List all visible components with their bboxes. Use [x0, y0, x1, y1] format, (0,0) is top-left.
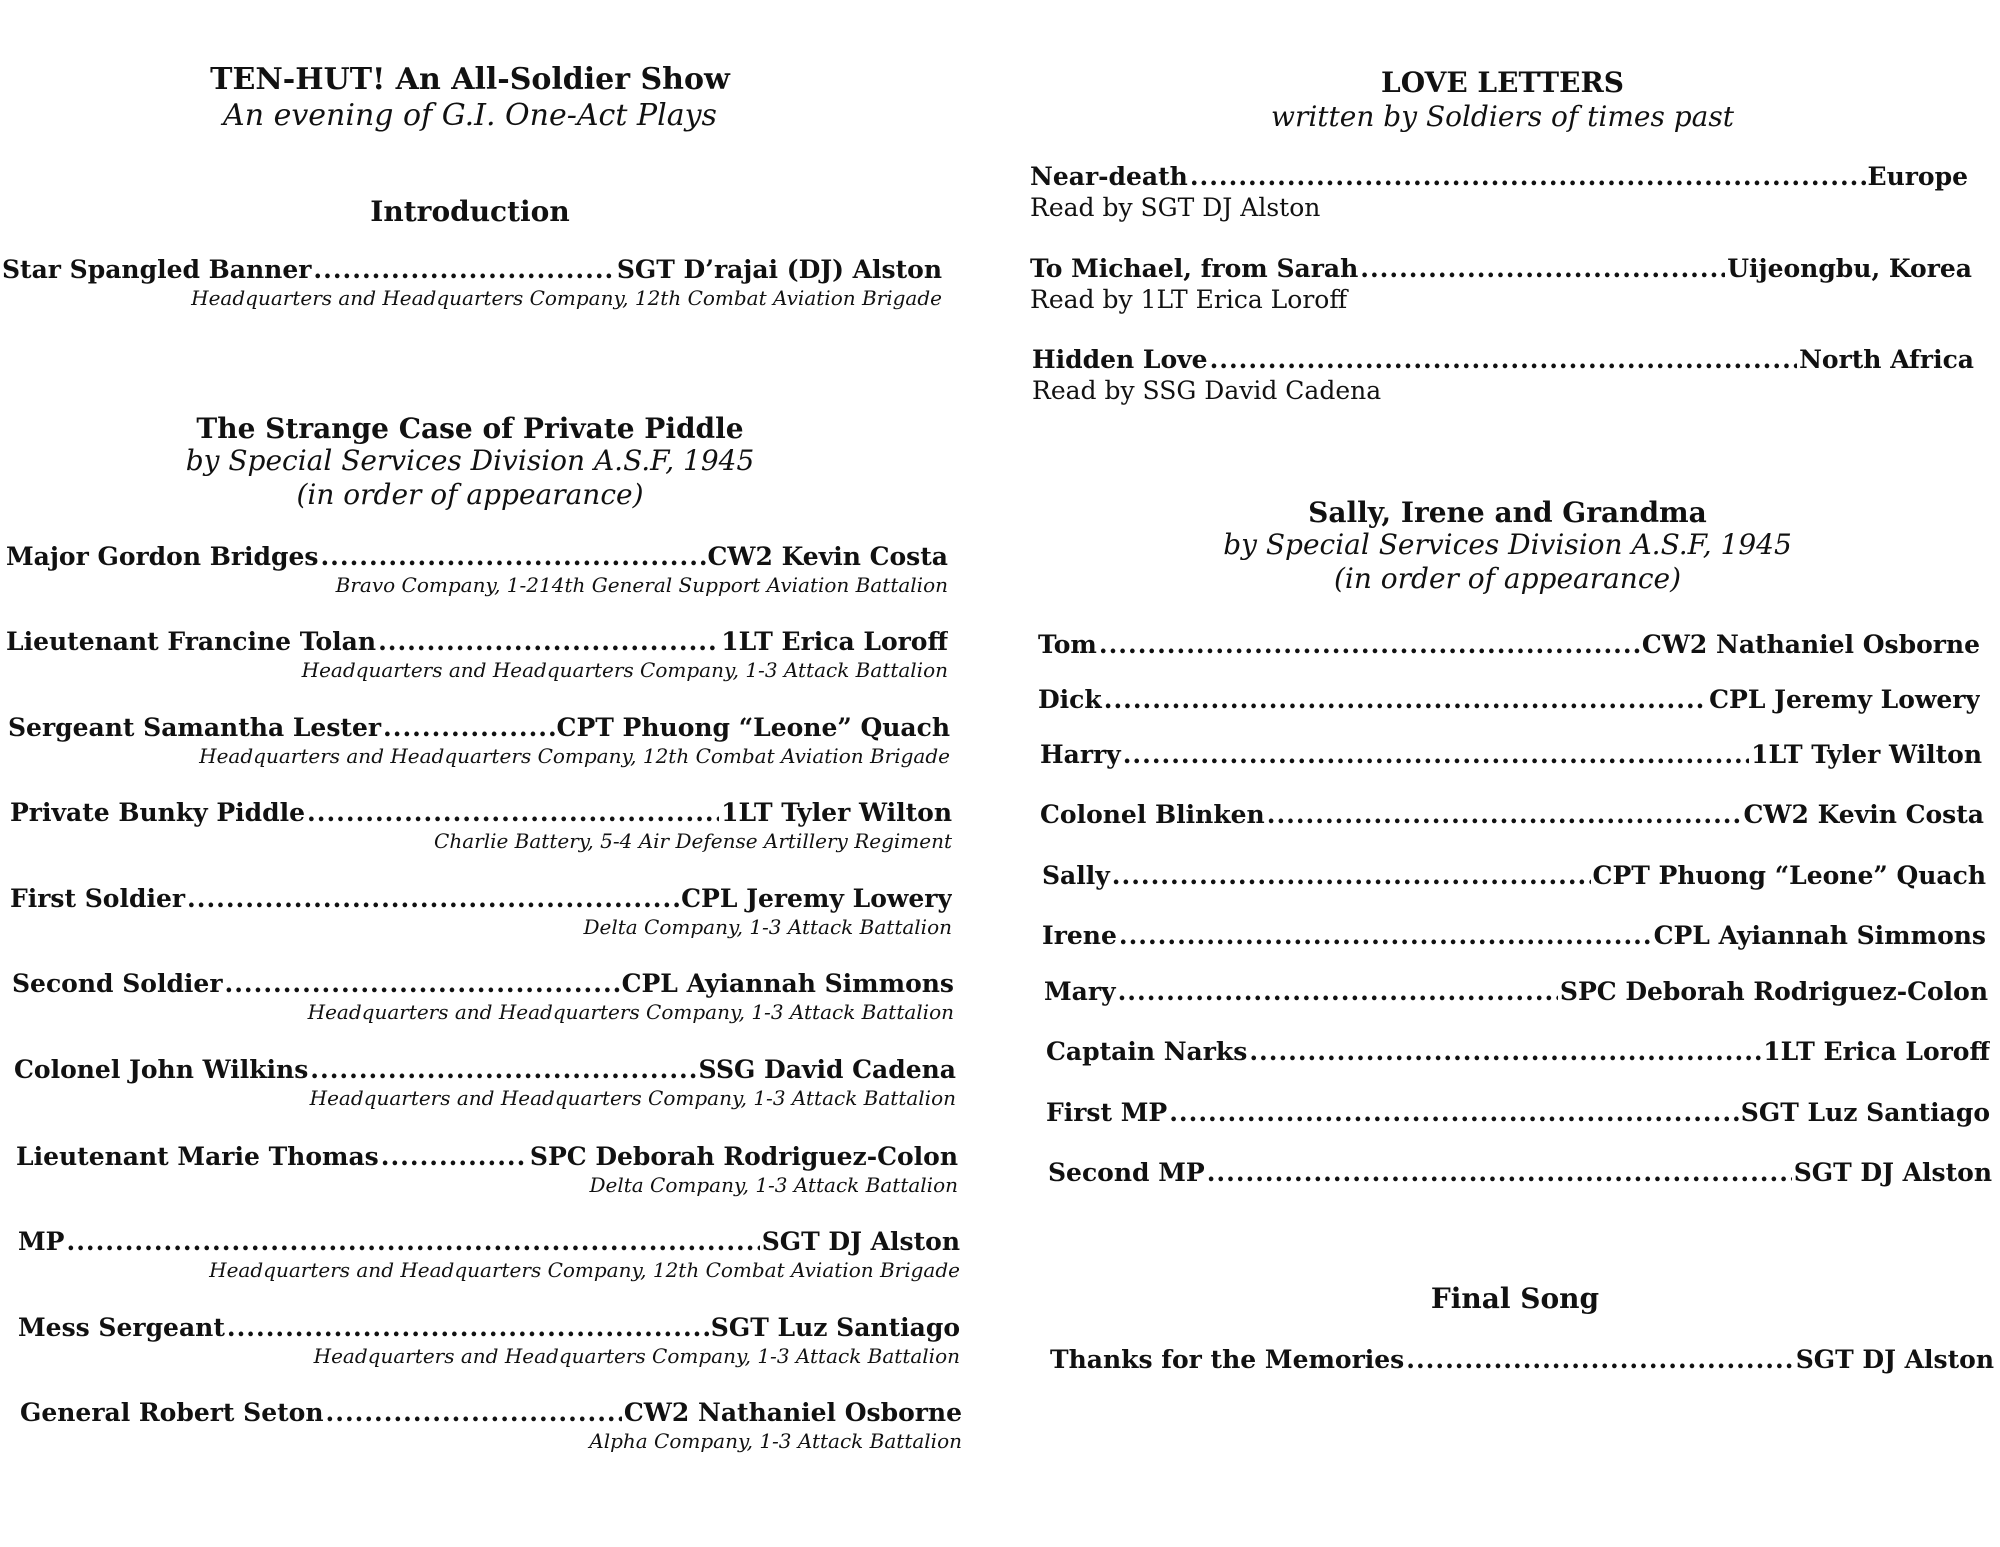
role-name: Major Gordon Bridges — [6, 542, 319, 571]
intro-entry — [2, 255, 942, 310]
dot-leader — [320, 542, 705, 571]
cast-entry — [6, 627, 948, 682]
cast-entry — [18, 1313, 960, 1368]
dot-leader — [313, 255, 614, 284]
song-title: Thanks for the Memories — [1050, 1345, 1405, 1374]
final-song-heading: Final Song — [1430, 1282, 1600, 1315]
role-name: Colonel John Wilkins — [14, 1055, 309, 1084]
letter-entry — [1030, 162, 1968, 222]
dot-leader — [1406, 1345, 1793, 1374]
intro-line — [2, 255, 942, 284]
cast-entry — [10, 798, 952, 853]
role-name: Irene — [1042, 921, 1117, 950]
cast-entry — [1044, 977, 1988, 1006]
role-name: Tom — [1038, 630, 1097, 659]
letter-title: Hidden Love — [1032, 345, 1208, 374]
cast-entry — [1038, 685, 1980, 714]
play1-order-note: (in order of appearance) — [296, 478, 644, 511]
cast-entry — [1040, 740, 1982, 769]
cast-entry — [12, 969, 954, 1024]
introduction-heading: Introduction — [370, 195, 570, 228]
unit-name: Bravo Company, 1-214th General Support Aviation Battalion — [335, 573, 948, 597]
performer-name: SGT DJ Alston — [1795, 1345, 1994, 1374]
dot-leader — [1169, 1098, 1739, 1127]
cast-entry — [1038, 630, 1980, 659]
letter-title: To Michael, from Sarah — [1030, 254, 1359, 283]
performer-name: CW2 Kevin Costa — [1743, 800, 1984, 829]
cast-entry — [14, 1055, 956, 1110]
dot-leader — [1360, 254, 1725, 283]
dot-leader — [1119, 921, 1652, 950]
cast-entry — [8, 713, 950, 768]
dot-leader — [1210, 345, 1798, 374]
performer-name: SGT D’rajai (DJ) Alston — [616, 255, 942, 284]
letter-entry — [1030, 254, 1972, 314]
cast-entry — [1040, 800, 1984, 829]
role-name: Lieutenant Francine Tolan — [6, 627, 377, 656]
cast-entry — [1048, 1158, 1992, 1187]
unit-name: Headquarters and Headquarters Company, 12th Combat Aviation Brigade — [209, 1258, 960, 1282]
role-name: Captain Narks — [1046, 1037, 1248, 1066]
unit-name: Headquarters and Headquarters Company, 1-3 Attack Battalion — [301, 658, 948, 682]
dot-leader — [1123, 740, 1749, 769]
performer-name: CPT Phuong “Leone” Quach — [1592, 861, 1986, 890]
role-name: Sally — [1042, 861, 1110, 890]
unit-name: Charlie Battery, 5-4 Air Defense Artillery Regiment — [434, 829, 952, 853]
love-letters-title: LOVE LETTERS — [1381, 66, 1624, 99]
letter-reader: Read by SGT DJ Alston — [1030, 193, 1321, 222]
performer-name: SGT Luz Santiago — [1740, 1098, 1990, 1127]
letter-place: Europe — [1867, 162, 1968, 191]
unit-name: Alpha Company, 1-3 Attack Battalion — [589, 1429, 962, 1453]
play2-title: Sally, Irene and Grandma — [1308, 496, 1707, 529]
dot-leader — [310, 1055, 696, 1084]
play2-byline: by Special Services Division A.S.F, 1945 — [1223, 528, 1792, 561]
role-name: Sergeant Samantha Lester — [8, 713, 382, 742]
role-name: First Soldier — [10, 884, 186, 913]
role-name: General Robert Seton — [20, 1398, 324, 1427]
dot-leader — [307, 798, 719, 827]
cast-entry — [20, 1398, 962, 1453]
dot-leader — [1099, 630, 1640, 659]
role-name: First MP — [1046, 1098, 1168, 1127]
role-name: Mess Sergeant — [18, 1313, 225, 1342]
role-name: Colonel Blinken — [1040, 800, 1265, 829]
cast-entry — [1042, 861, 1986, 890]
dot-leader — [187, 884, 679, 913]
performer-name: SSG David Cadena — [698, 1055, 956, 1084]
unit-name: Headquarters and Headquarters Company, 1-3 Attack Battalion — [307, 1000, 954, 1024]
dot-leader — [1118, 977, 1558, 1006]
letter-entry — [1032, 345, 1974, 405]
unit-name: Headquarters and Headquarters Company, 1-3 Attack Battalion — [313, 1344, 960, 1368]
dot-leader — [225, 969, 620, 998]
dot-leader — [381, 1142, 528, 1171]
cast-entry — [6, 542, 948, 597]
dot-leader — [1267, 800, 1742, 829]
role-name: Mary — [1044, 977, 1116, 1006]
dot-leader — [1190, 162, 1866, 191]
final-song-entry — [1050, 1345, 1994, 1374]
performer-name: SGT DJ Alston — [1793, 1158, 1992, 1187]
letter-place: North Africa — [1799, 345, 1974, 374]
cast-entry — [1042, 921, 1986, 950]
dot-leader — [1249, 1037, 1761, 1066]
cast-entry — [1046, 1098, 1990, 1127]
role-name: MP — [18, 1227, 65, 1256]
cast-entry — [1046, 1037, 1990, 1066]
dot-leader — [227, 1313, 709, 1342]
play1-byline: by Special Services Division A.S.F, 1945 — [185, 444, 755, 477]
performer-name: CW2 Kevin Costa — [707, 542, 948, 571]
performer-name: SGT Luz Santiago — [710, 1313, 960, 1342]
love-letters-subtitle: written by Soldiers of times past — [1270, 100, 1734, 133]
performer-name: SGT DJ Alston — [761, 1227, 960, 1256]
role-name: Star Spangled Banner — [2, 255, 312, 284]
unit-name: Delta Company, 1-3 Attack Battalion — [589, 1173, 958, 1197]
performer-name: CPL Ayiannah Simmons — [1653, 921, 1986, 950]
letter-place: Uijeongbu, Korea — [1727, 254, 1972, 283]
performer-name: CW2 Nathaniel Osborne — [1641, 630, 1980, 659]
letter-title: Near-death — [1030, 162, 1188, 191]
performer-name: CPL Jeremy Lowery — [681, 884, 952, 913]
dot-leader — [378, 627, 719, 656]
performer-name: 1LT Erica Loroff — [721, 627, 948, 656]
performer-name: SPC Deborah Rodriguez-Colon — [529, 1142, 958, 1171]
program-subtitle: An evening of G.I. One-Act Plays — [223, 98, 717, 133]
unit-name: Delta Company, 1-3 Attack Battalion — [583, 915, 952, 939]
unit-name: Headquarters and Headquarters Company, 12th Combat Aviation Brigade — [191, 286, 942, 310]
play1-title: The Strange Case of Private Piddle — [196, 412, 744, 445]
role-name: Harry — [1040, 740, 1121, 769]
role-name: Private Bunky Piddle — [10, 798, 306, 827]
role-name: Dick — [1038, 685, 1102, 714]
role-name: Second MP — [1048, 1158, 1205, 1187]
role-name: Second Soldier — [12, 969, 223, 998]
role-name: Lieutenant Marie Thomas — [16, 1142, 379, 1171]
dot-leader — [326, 1398, 622, 1427]
cast-entry — [18, 1227, 960, 1282]
performer-name: SPC Deborah Rodriguez-Colon — [1559, 977, 1988, 1006]
dot-leader — [1112, 861, 1591, 890]
play2-order-note: (in order of appearance) — [1333, 562, 1682, 595]
dot-leader — [1104, 685, 1707, 714]
dot-leader — [383, 713, 555, 742]
performer-name: 1LT Erica Loroff — [1763, 1037, 1990, 1066]
letter-reader: Read by 1LT Erica Loroff — [1030, 285, 1348, 314]
cast-entry — [16, 1142, 958, 1197]
performer-name: 1LT Tyler Wilton — [1751, 740, 1982, 769]
program-title: TEN-HUT! An All-Soldier Show — [210, 62, 730, 97]
dot-leader — [66, 1227, 759, 1256]
performer-name: CPL Ayiannah Simmons — [621, 969, 954, 998]
performer-name: CPL Jeremy Lowery — [1709, 685, 1980, 714]
letter-reader: Read by SSG David Cadena — [1032, 376, 1382, 405]
performer-name: CPT Phuong “Leone” Quach — [556, 713, 950, 742]
cast-entry — [10, 884, 952, 939]
performer-name: 1LT Tyler Wilton — [721, 798, 952, 827]
dot-leader — [1207, 1158, 1792, 1187]
unit-name: Headquarters and Headquarters Company, 12th Combat Aviation Brigade — [199, 744, 950, 768]
performer-name: CW2 Nathaniel Osborne — [623, 1398, 962, 1427]
unit-name: Headquarters and Headquarters Company, 1-3 Attack Battalion — [309, 1086, 956, 1110]
